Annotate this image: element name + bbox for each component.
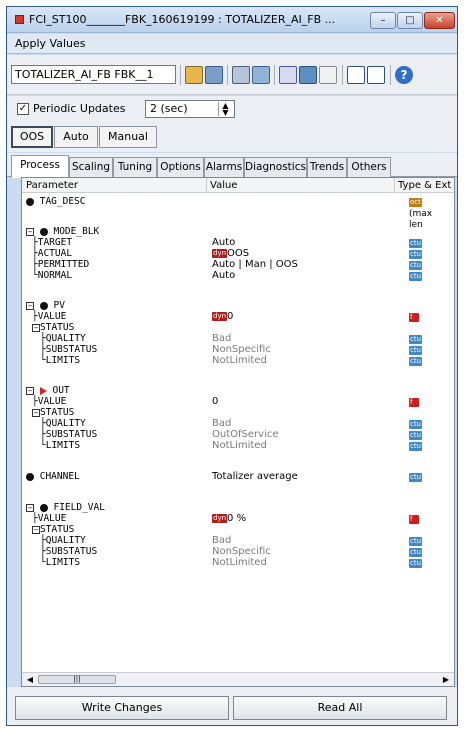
parameter-cell: └LIMITS	[40, 355, 81, 366]
ctu-type-icon: ctu	[410, 537, 422, 545]
value-text: Bad	[212, 333, 232, 344]
value-text: Totalizer average	[212, 471, 298, 482]
interval-spinner[interactable]: ▲ ▼	[218, 102, 232, 116]
parameter-cell: ├VALUE	[32, 396, 67, 407]
value-text: NonSpecific	[212, 546, 271, 557]
dynamic-badge-icon: dyn	[213, 248, 227, 257]
parameter-name: STATUS	[40, 524, 75, 535]
parameter-name: OUT	[52, 385, 70, 396]
tab-scaling[interactable]: Scaling	[69, 157, 113, 177]
value-text: 0	[227, 311, 234, 322]
parameter-cell: └LIMITS	[40, 557, 81, 568]
value-text: NotLimited	[212, 440, 267, 451]
collapse-icon[interactable]: −	[27, 227, 33, 236]
collapse-icon[interactable]: −	[33, 323, 39, 332]
collapse-icon[interactable]: −	[27, 503, 33, 512]
tab-process[interactable]: Process	[11, 155, 69, 178]
value-cell[interactable]	[212, 344, 271, 355]
table-row[interactable]	[22, 471, 454, 482]
value-cell[interactable]	[212, 270, 235, 281]
close-button[interactable]: ✕	[424, 12, 455, 29]
value-text: NotLimited	[212, 355, 267, 366]
value-text: OutOfService	[212, 429, 279, 440]
ctu-type-icon: ctu	[410, 272, 422, 280]
mode-auto-button[interactable]: Auto	[54, 126, 98, 148]
toolbar-separator	[180, 65, 181, 85]
parameter-cell: └LIMITS	[40, 440, 81, 451]
value-text: 0 %	[227, 513, 247, 524]
tab-trends[interactable]: Trends	[307, 157, 347, 177]
value-cell[interactable]	[212, 418, 231, 429]
table-row[interactable]	[22, 322, 454, 333]
parameter-name: SUBSTATUS	[45, 344, 98, 355]
scroll-thumb[interactable]: |||	[38, 675, 116, 684]
periodic-updates-label: Periodic Updates	[33, 102, 126, 115]
parameter-name: LIMITS	[45, 440, 81, 451]
ctu-type-icon: ctu	[410, 346, 422, 354]
parameter-cell	[26, 226, 99, 237]
parameter-cell: ├VALUE	[32, 311, 67, 322]
type-cell	[409, 345, 422, 354]
column-divider[interactable]	[394, 178, 395, 193]
read-all-button[interactable]: Read All	[233, 696, 447, 720]
table-row[interactable]	[22, 270, 454, 281]
parameter-cell	[26, 196, 86, 207]
maximize-button[interactable]: □	[397, 12, 423, 29]
title-bar	[7, 7, 457, 33]
parameter-cell: ├PERMITTED	[32, 259, 90, 270]
detail-view-icon[interactable]	[367, 66, 385, 84]
mode-buttons-row	[7, 122, 457, 152]
type-cell	[409, 249, 422, 258]
upload-icon[interactable]	[279, 66, 297, 84]
collapse-icon[interactable]: −	[27, 386, 33, 395]
toolbar	[7, 55, 457, 95]
table-row[interactable]	[22, 513, 454, 524]
value-cell[interactable]	[212, 396, 218, 407]
parameter-cell: ├SUBSTATUS	[40, 546, 98, 557]
collapse-icon[interactable]: −	[33, 408, 39, 417]
leaf-dot-icon	[40, 302, 48, 310]
menu-bar	[7, 34, 457, 54]
leaf-dot-icon	[40, 504, 48, 512]
parameter-name: VALUE	[37, 311, 67, 322]
tab-others[interactable]: Others	[347, 157, 391, 177]
minimize-button[interactable]: –	[370, 12, 396, 29]
ctu-type-icon: ctu	[410, 250, 422, 258]
value-cell[interactable]	[212, 259, 298, 270]
table-row[interactable]	[22, 333, 454, 344]
compare-icon[interactable]	[232, 66, 250, 84]
value-text: Bad	[212, 535, 232, 546]
parameter-name: TAG_DESC	[39, 196, 86, 207]
type-cell	[409, 197, 433, 230]
parameter-name: QUALITY	[45, 333, 86, 344]
table-row[interactable]	[22, 311, 454, 322]
help-icon[interactable]: ?	[395, 66, 413, 84]
table-row[interactable]	[22, 407, 454, 418]
type-cell	[409, 312, 419, 320]
value-cell[interactable]	[212, 355, 267, 366]
table-row[interactable]	[22, 385, 454, 396]
value-cell[interactable]	[212, 333, 231, 344]
parameter-cell	[26, 502, 105, 513]
periodic-updates-checkbox[interactable]: ✓	[18, 103, 28, 114]
parameter-cell: ├QUALITY	[40, 535, 86, 546]
parameter-name: VALUE	[37, 396, 67, 407]
parameter-cell: ├SUBSTATUS	[40, 344, 98, 355]
bottom-button-bar	[7, 687, 457, 726]
type-cell	[409, 271, 422, 280]
type-cell	[409, 536, 422, 545]
ctu-type-icon: ctu	[410, 261, 422, 269]
ctu-type-icon: ctu	[410, 431, 422, 439]
parameter-name: ACTUAL	[37, 248, 73, 259]
type-cell	[409, 472, 422, 481]
type-cell	[409, 260, 422, 269]
collapse-icon[interactable]: −	[33, 525, 39, 534]
scroll-right-arrow-icon[interactable]: ▶	[442, 675, 450, 684]
horizontal-scrollbar[interactable]	[22, 672, 454, 686]
tab-options[interactable]: Options	[157, 157, 204, 177]
window-title: FCI_ST100_______FBK_160619199 : TOTALIZER_AI_FB ...	[29, 13, 336, 26]
ctu-type-icon: ctu	[410, 420, 422, 428]
grid-header	[22, 178, 454, 193]
parameter-cell	[26, 300, 65, 311]
column-divider[interactable]	[206, 178, 207, 193]
output-arrow-icon	[40, 387, 47, 395]
value-cell[interactable]	[212, 248, 249, 259]
toolbar-separator	[342, 65, 343, 85]
value-text: OOS	[227, 248, 250, 259]
parameter-name: FIELD_VAL	[53, 502, 105, 513]
download-icon[interactable]	[299, 66, 317, 84]
block-properties-icon[interactable]	[205, 66, 223, 84]
menu-apply-values[interactable]: Apply Values	[15, 37, 86, 50]
value-cell[interactable]	[212, 429, 278, 440]
table-row[interactable]	[22, 546, 454, 557]
parameter-name: QUALITY	[45, 535, 86, 546]
table-row[interactable]	[22, 524, 454, 535]
value-text: Bad	[212, 418, 232, 429]
f-type-icon: f	[409, 515, 419, 524]
parameter-name: STATUS	[40, 322, 75, 333]
table-row[interactable]	[22, 557, 454, 568]
write-changes-button[interactable]: Write Changes	[15, 696, 229, 720]
ctu-type-icon: ctu	[410, 473, 422, 481]
type-extension-text: (max len	[409, 209, 433, 230]
value-text: NonSpecific	[212, 344, 271, 355]
table-row[interactable]	[22, 248, 454, 259]
dynamic-badge-icon: dyn	[213, 513, 227, 522]
mode-manual-button[interactable]: Manual	[99, 126, 157, 148]
tab-tuning[interactable]: Tuning	[113, 157, 157, 177]
type-cell	[409, 238, 422, 247]
ctu-type-icon: ctu	[410, 559, 422, 567]
column-header-parameter[interactable]: Parameter	[26, 180, 79, 191]
graph-icon[interactable]	[252, 66, 270, 84]
table-row[interactable]	[22, 344, 454, 355]
block-tag-field[interactable]: TOTALIZER_AI_FB FBK__1	[11, 65, 176, 84]
parameter-name: CHANNEL	[39, 471, 80, 482]
table-row[interactable]	[22, 396, 454, 407]
table-row[interactable]	[22, 300, 454, 311]
type-cell	[409, 356, 422, 365]
update-interval-value: 2 (sec)	[150, 102, 188, 115]
settings-icon[interactable]	[319, 66, 337, 84]
parameter-cell	[32, 407, 74, 418]
ctu-type-icon: ctu	[410, 335, 422, 343]
f-type-icon: f	[409, 398, 419, 407]
scroll-left-arrow-icon[interactable]: ◀	[26, 675, 34, 684]
parameter-cell: ├QUALITY	[40, 333, 86, 344]
app-icon	[15, 15, 24, 24]
parameter-cell: ├VALUE	[32, 513, 67, 524]
value-cell[interactable]	[212, 237, 235, 248]
value-cell[interactable]	[212, 471, 298, 482]
periodic-update-row	[7, 96, 457, 122]
parameter-name: STATUS	[40, 407, 75, 418]
type-cell	[409, 430, 422, 439]
toolbar-separator	[274, 65, 275, 85]
parameter-cell: ├QUALITY	[40, 418, 86, 429]
value-text: 0	[212, 396, 219, 407]
parameter-name: SUBSTATUS	[45, 429, 98, 440]
update-interval-field[interactable]	[145, 100, 235, 118]
type-cell	[409, 419, 422, 428]
table-row[interactable]	[22, 355, 454, 366]
value-text: NotLimited	[212, 557, 267, 568]
parameter-cell: ├ACTUAL	[32, 248, 73, 259]
list-view-icon[interactable]	[347, 66, 365, 84]
dynamic-badge-icon: dyn	[213, 311, 227, 320]
value-text: Auto | Man | OOS	[212, 259, 298, 270]
table-row[interactable]	[22, 226, 454, 237]
parameter-name: SUBSTATUS	[45, 546, 98, 557]
parameter-cell	[26, 385, 70, 396]
parameter-cell: ├TARGET	[32, 237, 73, 248]
parameter-name: PV	[53, 300, 65, 311]
device-window	[6, 6, 458, 726]
parameter-cell: └NORMAL	[32, 270, 73, 281]
table-row[interactable]	[22, 237, 454, 248]
leaf-dot-icon	[26, 198, 34, 206]
value-cell[interactable]	[212, 557, 267, 568]
tab-diagnostics[interactable]: Diagnostics	[244, 157, 307, 177]
parameter-cell: ├SUBSTATUS	[40, 429, 98, 440]
value-text: Auto	[212, 270, 236, 281]
parameter-cell	[32, 524, 74, 535]
value-cell[interactable]	[212, 535, 231, 546]
ctu-type-icon: ctu	[410, 548, 422, 556]
parameter-name: PERMITTED	[37, 259, 90, 270]
table-row[interactable]	[22, 259, 454, 270]
tab-strip	[7, 153, 457, 177]
parameter-name: NORMAL	[37, 270, 73, 281]
table-row[interactable]	[22, 440, 454, 451]
type-cell	[409, 441, 422, 450]
value-cell[interactable]	[212, 311, 233, 322]
parameter-cell	[32, 322, 74, 333]
value-cell[interactable]	[212, 513, 246, 524]
mode-oos-button[interactable]: OOS	[11, 126, 53, 148]
table-row[interactable]	[22, 429, 454, 440]
grid-body	[22, 194, 454, 672]
leaf-dot-icon	[40, 228, 48, 236]
parameter-grid	[21, 177, 455, 687]
parameter-name: VALUE	[37, 513, 67, 524]
parameter-name: QUALITY	[45, 418, 86, 429]
column-header-value[interactable]: Value	[210, 180, 238, 191]
oct-type-icon: oct	[410, 198, 421, 206]
collapse-icon[interactable]: −	[27, 301, 33, 310]
parameter-name: LIMITS	[45, 557, 81, 568]
ctu-type-icon: ctu	[410, 442, 422, 450]
ctu-type-icon: ctu	[410, 357, 422, 365]
type-cell	[409, 334, 422, 343]
parameter-cell	[26, 471, 80, 482]
toolbar-separator	[227, 65, 228, 85]
table-row[interactable]	[22, 502, 454, 513]
edit-block-icon[interactable]	[185, 66, 203, 84]
parameter-name: LIMITS	[45, 355, 81, 366]
type-cell	[409, 547, 422, 556]
value-text: Auto	[212, 237, 236, 248]
leaf-dot-icon	[26, 473, 34, 481]
type-cell	[409, 397, 419, 405]
table-row[interactable]	[22, 535, 454, 546]
type-cell	[409, 514, 419, 522]
ctu-type-icon: ctu	[410, 239, 422, 247]
toolbar-separator	[390, 65, 391, 85]
tab-alarms[interactable]: Alarms	[204, 157, 244, 177]
parameter-name: TARGET	[37, 237, 73, 248]
type-cell	[409, 558, 422, 567]
parameter-name: MODE_BLK	[53, 226, 100, 237]
value-cell[interactable]	[212, 546, 271, 557]
column-header-type[interactable]: Type & Ext	[398, 180, 452, 191]
f-type-icon: f	[409, 313, 419, 322]
table-row[interactable]	[22, 196, 454, 230]
value-cell[interactable]	[212, 440, 267, 451]
table-row[interactable]	[22, 418, 454, 429]
